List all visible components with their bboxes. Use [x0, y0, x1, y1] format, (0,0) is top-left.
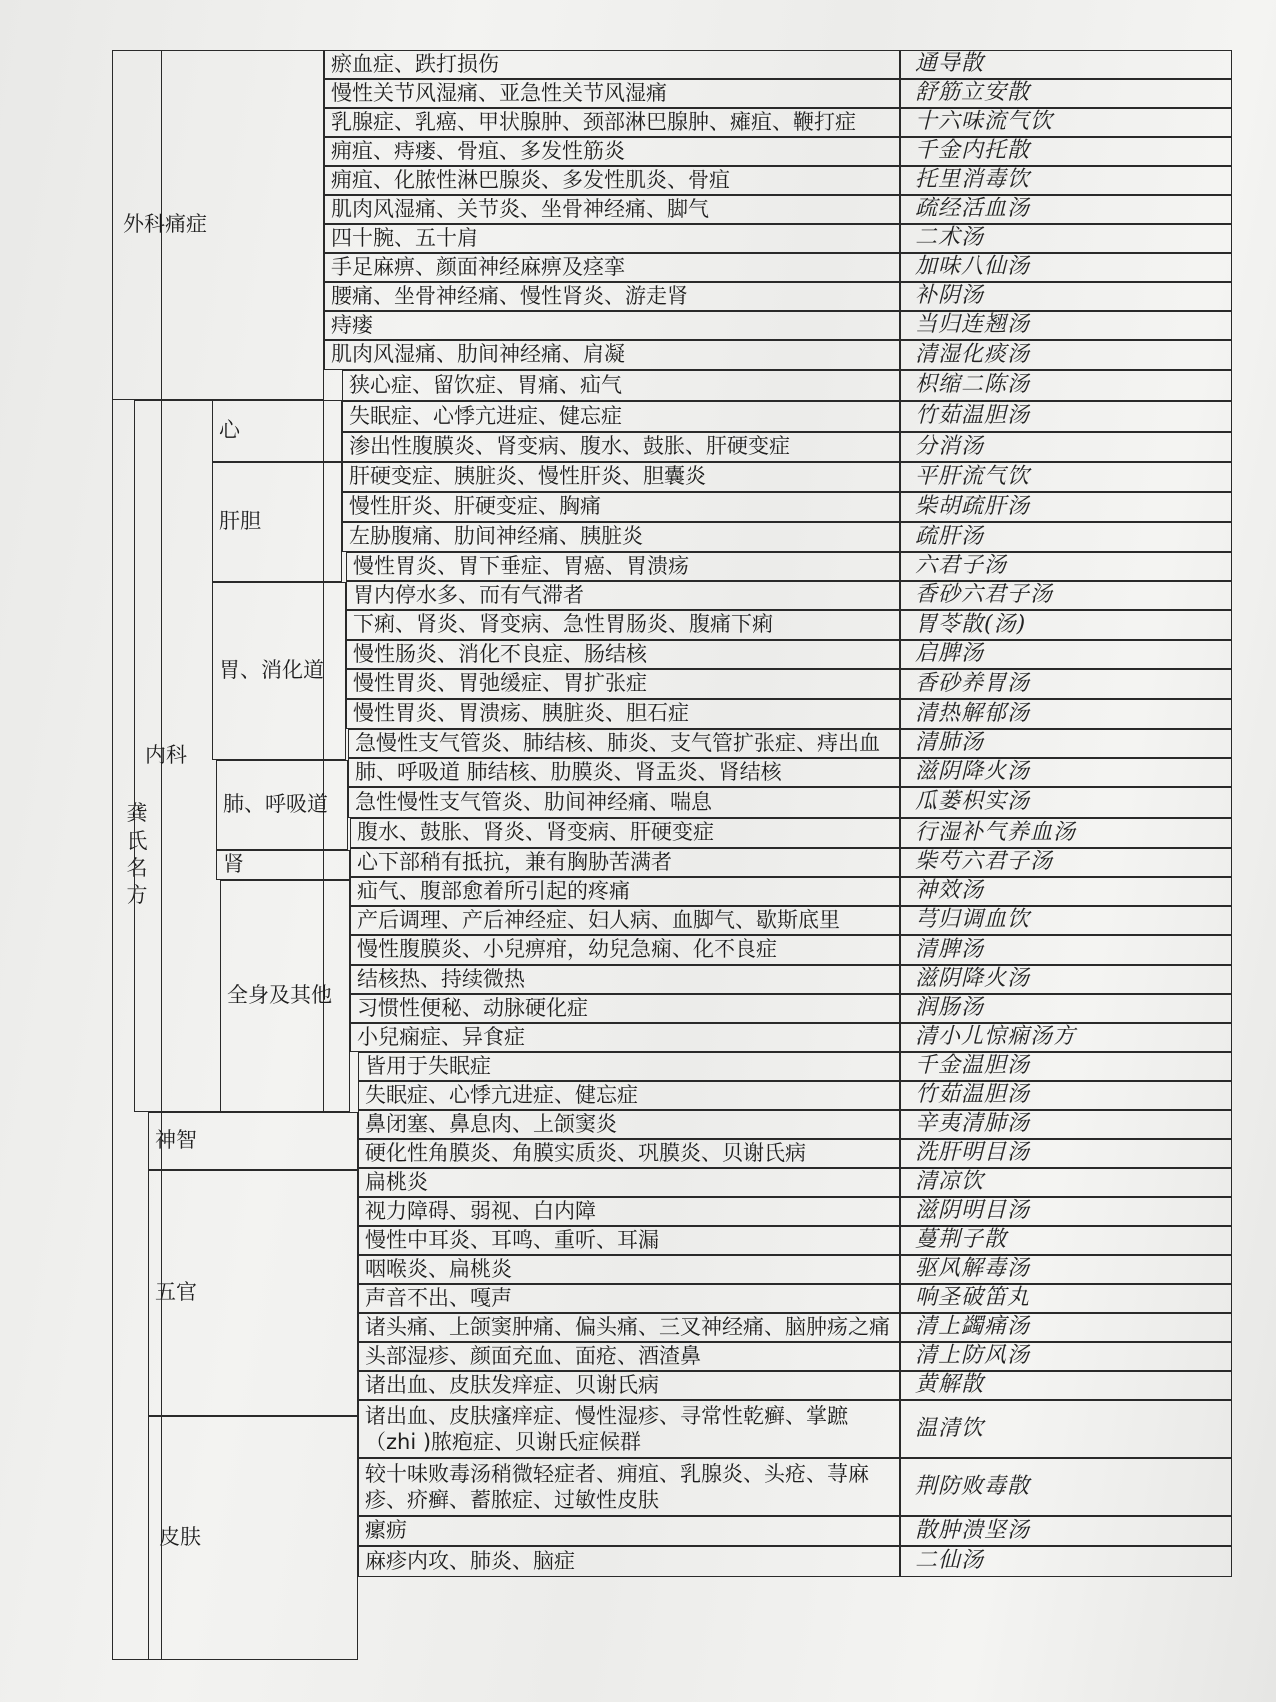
formula-cell: 柴胡疏肝汤: [900, 492, 1232, 522]
formula-cell: 清肺汤: [900, 729, 1232, 758]
condition-cell: 扁桃炎: [358, 1168, 900, 1197]
category-facial: [148, 1170, 358, 1416]
condition-cell: 鼻闭塞、鼻息肉、上颌窦炎: [358, 1110, 900, 1139]
formula-cell: 疏肝汤: [900, 522, 1232, 552]
condition-cell: 痈疽、痔瘘、骨疽、多发性筋炎: [324, 137, 900, 166]
condition-cell: 慢性肠炎、消化不良症、肠结核: [346, 640, 900, 669]
formula-cell: 润肠汤: [900, 994, 1232, 1023]
condition-cell: 视力障碍、弱视、白内障: [358, 1197, 900, 1226]
condition-cell: 瘰疬: [358, 1516, 900, 1546]
category-surgery-label: 外科痛症: [123, 212, 207, 237]
condition-cell: 乳腺症、乳癌、甲状腺肿、颈部淋巴腺肿、瘫疽、鞭打症: [324, 108, 900, 137]
formula-cell: 清脾汤: [900, 935, 1232, 965]
formula-cell: 竹茹温胆汤: [900, 1081, 1232, 1110]
condition-cell: 失眠症、心悸亢进症、健忘症: [358, 1081, 900, 1110]
formula-cell: 清上蠲痛汤: [900, 1313, 1232, 1342]
formula-cell: 蔓荆子散: [900, 1226, 1232, 1255]
formula-cell: 竹茹温胆汤: [900, 401, 1232, 432]
condition-cell: 腰痛、坐骨神经痛、慢性肾炎、游走肾: [324, 282, 900, 311]
sub-general-label: 全身及其他: [227, 983, 332, 1008]
category-skin: [148, 1416, 358, 1660]
condition-cell: 咽喉炎、扁桃炎: [358, 1255, 900, 1284]
formula-cell: 清上防风汤: [900, 1342, 1232, 1371]
formula-cell: 滋阴降火汤: [900, 758, 1232, 787]
condition-cell: 左胁腹痛、肋间神经痛、胰脏炎: [342, 522, 900, 552]
formula-cell: 芎归调血饮: [900, 906, 1232, 935]
condition-cell: 声音不出、嘎声: [358, 1284, 900, 1313]
formula-cell: 清湿化痰汤: [900, 340, 1232, 370]
formula-cell: 行湿补气养血汤: [900, 818, 1232, 848]
condition-cell: 诸出血、皮肤发痒症、贝谢氏病: [358, 1371, 900, 1400]
formula-cell: 当归连翘汤: [900, 311, 1232, 340]
formula-cell: 滋阴明目汤: [900, 1197, 1232, 1226]
formula-cell: 托里消毒饮: [900, 166, 1232, 195]
formula-cell: 黄解散: [900, 1371, 1232, 1400]
condition-cell: 肺、呼吸道 肺结核、肋膜炎、肾盂炎、肾结核: [348, 758, 900, 787]
formula-cell: 瓜蒌枳实汤: [900, 787, 1232, 818]
condition-cell: 产后调理、产后神经症、妇人病、血脚气、歇斯底里: [350, 906, 900, 935]
formula-cell: 胃苓散(汤): [900, 610, 1232, 640]
category-mind-label: 神智: [155, 1128, 197, 1153]
sub-kidney-label: 肾: [223, 852, 244, 877]
formula-cell: 驱风解毒汤: [900, 1255, 1232, 1284]
condition-cell: 慢性关节风湿痛、亚急性关节风湿痛: [324, 79, 900, 108]
formula-cell: 神效汤: [900, 877, 1232, 906]
category-facial-label: 五官: [155, 1280, 197, 1305]
condition-cell: 皆用于失眠症: [358, 1052, 900, 1081]
condition-cell: 头部湿疹、颜面充血、面疮、酒渣鼻: [358, 1342, 900, 1371]
category-internal-label: 内科: [145, 743, 187, 768]
formula-cell: 平肝流气饮: [900, 462, 1232, 492]
condition-cell: 疝气、腹部愈着所引起的疼痛: [350, 877, 900, 906]
formula-cell: 柴芍六君子汤: [900, 848, 1232, 877]
condition-cell: 慢性腹膜炎、小兒痹疳，幼兒急痫、化不良症: [350, 935, 900, 965]
condition-cell: 痈疽、化脓性淋巴腺炎、多发性肌炎、骨疽: [324, 166, 900, 195]
condition-cell: 硬化性角膜炎、角膜实质炎、巩膜炎、贝谢氏病: [358, 1139, 900, 1168]
category-skin-label: 皮肤: [159, 1525, 201, 1550]
category-mind: [148, 1112, 358, 1170]
formula-cell: 温清饮: [900, 1400, 1232, 1458]
condition-cell: 结核热、持续微热: [350, 965, 900, 994]
sub-respiratory: [216, 760, 348, 850]
condition-cell: 狭心症、留饮症、胃痛、疝气: [342, 370, 900, 401]
condition-cell: 痔瘘: [324, 311, 900, 340]
category-surgery: [112, 50, 324, 400]
condition-cell: 瘀血症、跌打损伤: [324, 50, 900, 79]
condition-cell: 诸头痛、上颌窦肿痛、偏头痛、三叉神经痛、脑肿疡之痛: [358, 1313, 900, 1342]
formula-cell: 十六味流气饮: [900, 108, 1232, 137]
formula-cell: 加味八仙汤: [900, 253, 1232, 282]
condition-cell: 肌肉风湿痛、肋间神经痛、肩凝: [324, 340, 900, 370]
formula-cell: 启脾汤: [900, 640, 1232, 669]
formula-cell: 清热解郁汤: [900, 699, 1232, 729]
formula-cell: 香砂六君子汤: [900, 581, 1232, 610]
condition-cell: 慢性胃炎、胃溃疡、胰脏炎、胆石症: [346, 699, 900, 729]
formula-cell: 响圣破笛丸: [900, 1284, 1232, 1313]
condition-cell: 心下部稍有抵抗，兼有胸胁苦满者: [350, 848, 900, 877]
condition-cell: 麻疹内攻、肺炎、脑症: [358, 1546, 900, 1577]
condition-cell: 慢性中耳炎、耳鸣、重听、耳漏: [358, 1226, 900, 1255]
condition-cell: 四十腕、五十肩: [324, 224, 900, 253]
sub-liver: [212, 462, 342, 582]
formula-cell: 清凉饮: [900, 1168, 1232, 1197]
condition-cell: 慢性胃炎、胃弛缓症、胃扩张症: [346, 669, 900, 699]
condition-cell: 小兒痫症、异食症: [350, 1023, 900, 1052]
formula-table: [112, 50, 1232, 1660]
formula-cell: 枳缩二陈汤: [900, 370, 1232, 401]
formula-cell: 荆防败毒散: [900, 1458, 1232, 1516]
formula-cell: 滋阴降火汤: [900, 965, 1232, 994]
formula-cell: 洗肝明目汤: [900, 1139, 1232, 1168]
condition-cell: 肝硬变症、胰脏炎、慢性肝炎、胆囊炎: [342, 462, 900, 492]
sub-respiratory-label: 肺、呼吸道: [223, 792, 328, 817]
condition-cell: 肌肉风湿痛、关节炎、坐骨神经痛、脚气: [324, 195, 900, 224]
condition-cell: 慢性胃炎、胃下垂症、胃癌、胃溃疡: [346, 552, 900, 581]
formula-cell: 清小儿惊痫汤方: [900, 1023, 1232, 1052]
formula-cell: 散肿溃坚汤: [900, 1516, 1232, 1546]
formula-cell: 分消汤: [900, 432, 1232, 462]
condition-cell: 慢性肝炎、肝硬变症、胸痛: [342, 492, 900, 522]
sub-digestive: [212, 582, 346, 760]
sub-kidney: [216, 850, 350, 880]
formula-cell: 补阴汤: [900, 282, 1232, 311]
sub-heart-label: 心: [219, 418, 240, 443]
condition-cell: 胃内停水多、而有气滞者: [346, 581, 900, 610]
condition-cell: 诸出血、皮肤瘙痒症、慢性湿疹、寻常性乾癣、掌蹠（zhi )脓疱症、贝谢氏症候群: [358, 1400, 900, 1458]
formula-cell: 六君子汤: [900, 552, 1232, 581]
formula-cell: 辛夷清肺汤: [900, 1110, 1232, 1139]
sub-general: [220, 880, 350, 1112]
formula-cell: 千金温胆汤: [900, 1052, 1232, 1081]
formula-cell: 香砂养胃汤: [900, 669, 1232, 699]
condition-cell: 急性慢性支气管炎、肋间神经痛、喘息: [348, 787, 900, 818]
formula-cell: 通导散: [900, 50, 1232, 79]
condition-cell: 较十味败毒汤稍微轻症者、痈疽、乳腺炎、头疮、荨麻疹、疥癣、蓄脓症、过敏性皮肤: [358, 1458, 900, 1516]
root-label: 龚氏名方: [126, 801, 148, 908]
condition-cell: 腹水、鼓胀、肾炎、肾变病、肝硬变症: [350, 818, 900, 848]
formula-cell: 疏经活血汤: [900, 195, 1232, 224]
sub-digestive-label: 胃、消化道: [219, 658, 324, 683]
condition-cell: 急慢性支气管炎、肺结核、肺炎、支气管扩张症、痔出血: [348, 729, 900, 758]
sub-heart: [212, 400, 342, 462]
condition-cell: 渗出性腹膜炎、肾变病、腹水、鼓胀、肝硬变症: [342, 432, 900, 462]
condition-cell: 手足麻痹、颜面神经麻痹及痉挛: [324, 253, 900, 282]
formula-cell: 舒筋立安散: [900, 79, 1232, 108]
condition-cell: 下痢、肾炎、肾变病、急性胃肠炎、腹痛下痢: [346, 610, 900, 640]
formula-cell: 千金内托散: [900, 137, 1232, 166]
condition-cell: 失眠症、心悸亢进症、健忘症: [342, 401, 900, 432]
formula-cell: 二术汤: [900, 224, 1232, 253]
condition-cell: 习惯性便秘、动脉硬化症: [350, 994, 900, 1023]
formula-cell: 二仙汤: [900, 1546, 1232, 1577]
sub-liver-label: 肝胆: [219, 509, 261, 534]
